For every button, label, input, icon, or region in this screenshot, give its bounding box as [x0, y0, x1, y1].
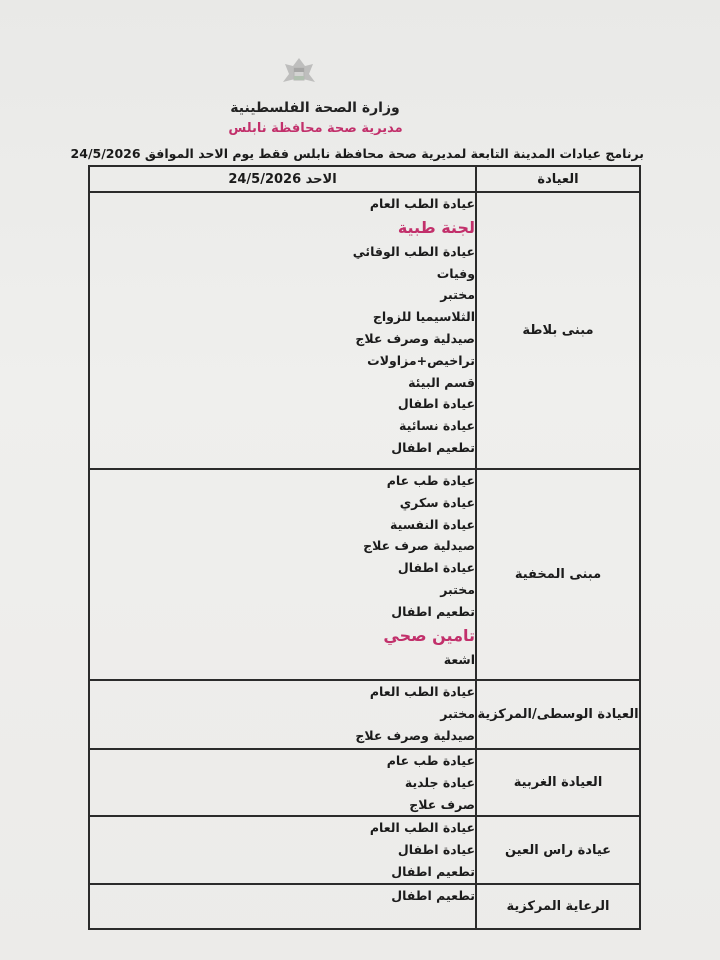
column-header-clinic: العيادة — [476, 166, 640, 192]
clinic-name: الرعاية المركزية — [476, 884, 640, 929]
service-item: الثلاسيميا للزواج — [372, 309, 475, 325]
table-row — [89, 749, 640, 816]
service-item: عيادة طب عام — [386, 753, 475, 768]
clinic-name: مبنى بلاطة — [476, 192, 640, 469]
services-cell — [89, 884, 476, 929]
palestinian-authority-emblem-icon — [279, 54, 319, 94]
table-row — [89, 680, 640, 749]
service-item: تطعيم اطفال — [391, 887, 475, 903]
program-title: برنامج عيادات المدينة التابعة لمديرية صحة محافظة نابلس فقط يوم الاحد الموافق 24/5/2026 — [70, 146, 644, 161]
ministry-name: وزارة الصحة الفلسطينية — [230, 100, 400, 116]
clinic-schedule-table — [88, 165, 641, 930]
column-header-date: الاحد 24/5/2026 — [89, 166, 476, 192]
service-item: تراخيص+مزاولات — [367, 352, 475, 368]
table-row — [89, 816, 640, 883]
table-row — [89, 192, 640, 469]
services-cell — [89, 816, 476, 883]
service-item: عيادة الطب العام — [369, 196, 475, 211]
service-item-highlight: تامين صحي — [383, 625, 475, 645]
service-item: عيادة النفسية — [390, 516, 475, 532]
service-item: تطعيم اطفال — [391, 603, 475, 619]
service-item: تطعيم اطفال — [391, 439, 475, 455]
table-row — [89, 884, 640, 929]
service-item: عيادة اطفال — [397, 396, 475, 412]
clinic-name: العيادة الغربية — [476, 749, 640, 816]
service-item: عيادة نسائية — [399, 418, 475, 434]
service-item: صرف علاج — [409, 796, 475, 812]
service-item: عيادة اطفال — [397, 842, 475, 858]
service-item: وفيات — [436, 265, 475, 281]
service-item: عيادة طب عام — [386, 473, 475, 488]
service-item: صيدلية وصرف علاج — [355, 330, 475, 346]
services-cell — [89, 680, 476, 749]
services-cell — [89, 749, 476, 816]
service-item: عيادة الطب الوقائي — [352, 243, 475, 259]
service-item: قسم البيئة — [408, 374, 475, 390]
service-item-highlight: لجنة طبية — [397, 217, 475, 237]
service-item: عيادة الطب العام — [369, 820, 475, 836]
service-item: مختبر — [440, 705, 475, 721]
service-item: صيدلية وصرف علاج — [355, 727, 475, 743]
table-row — [89, 469, 640, 680]
service-item: تطعيم اطفال — [391, 863, 475, 879]
services-cell — [89, 469, 476, 680]
service-item: عيادة سكري — [399, 494, 475, 510]
service-item: عيادة اطفال — [397, 560, 475, 576]
clinic-name: عيادة راس العين — [476, 816, 640, 883]
service-item: مختبر — [440, 581, 475, 597]
service-item: اشعة — [443, 651, 475, 667]
services-cell — [89, 192, 476, 469]
service-item: مختبر — [440, 287, 475, 303]
directorate-name: مديرية صحة محافظة نابلس — [228, 121, 403, 136]
service-item: صيدلية صرف علاج — [363, 538, 475, 554]
service-item: عيادة الطب العام — [369, 684, 475, 699]
clinic-name: مبنى المخفية — [476, 469, 640, 680]
service-item: عيادة جلدية — [404, 774, 475, 790]
clinic-name: العيادة الوسطى/المركزية — [476, 680, 640, 749]
